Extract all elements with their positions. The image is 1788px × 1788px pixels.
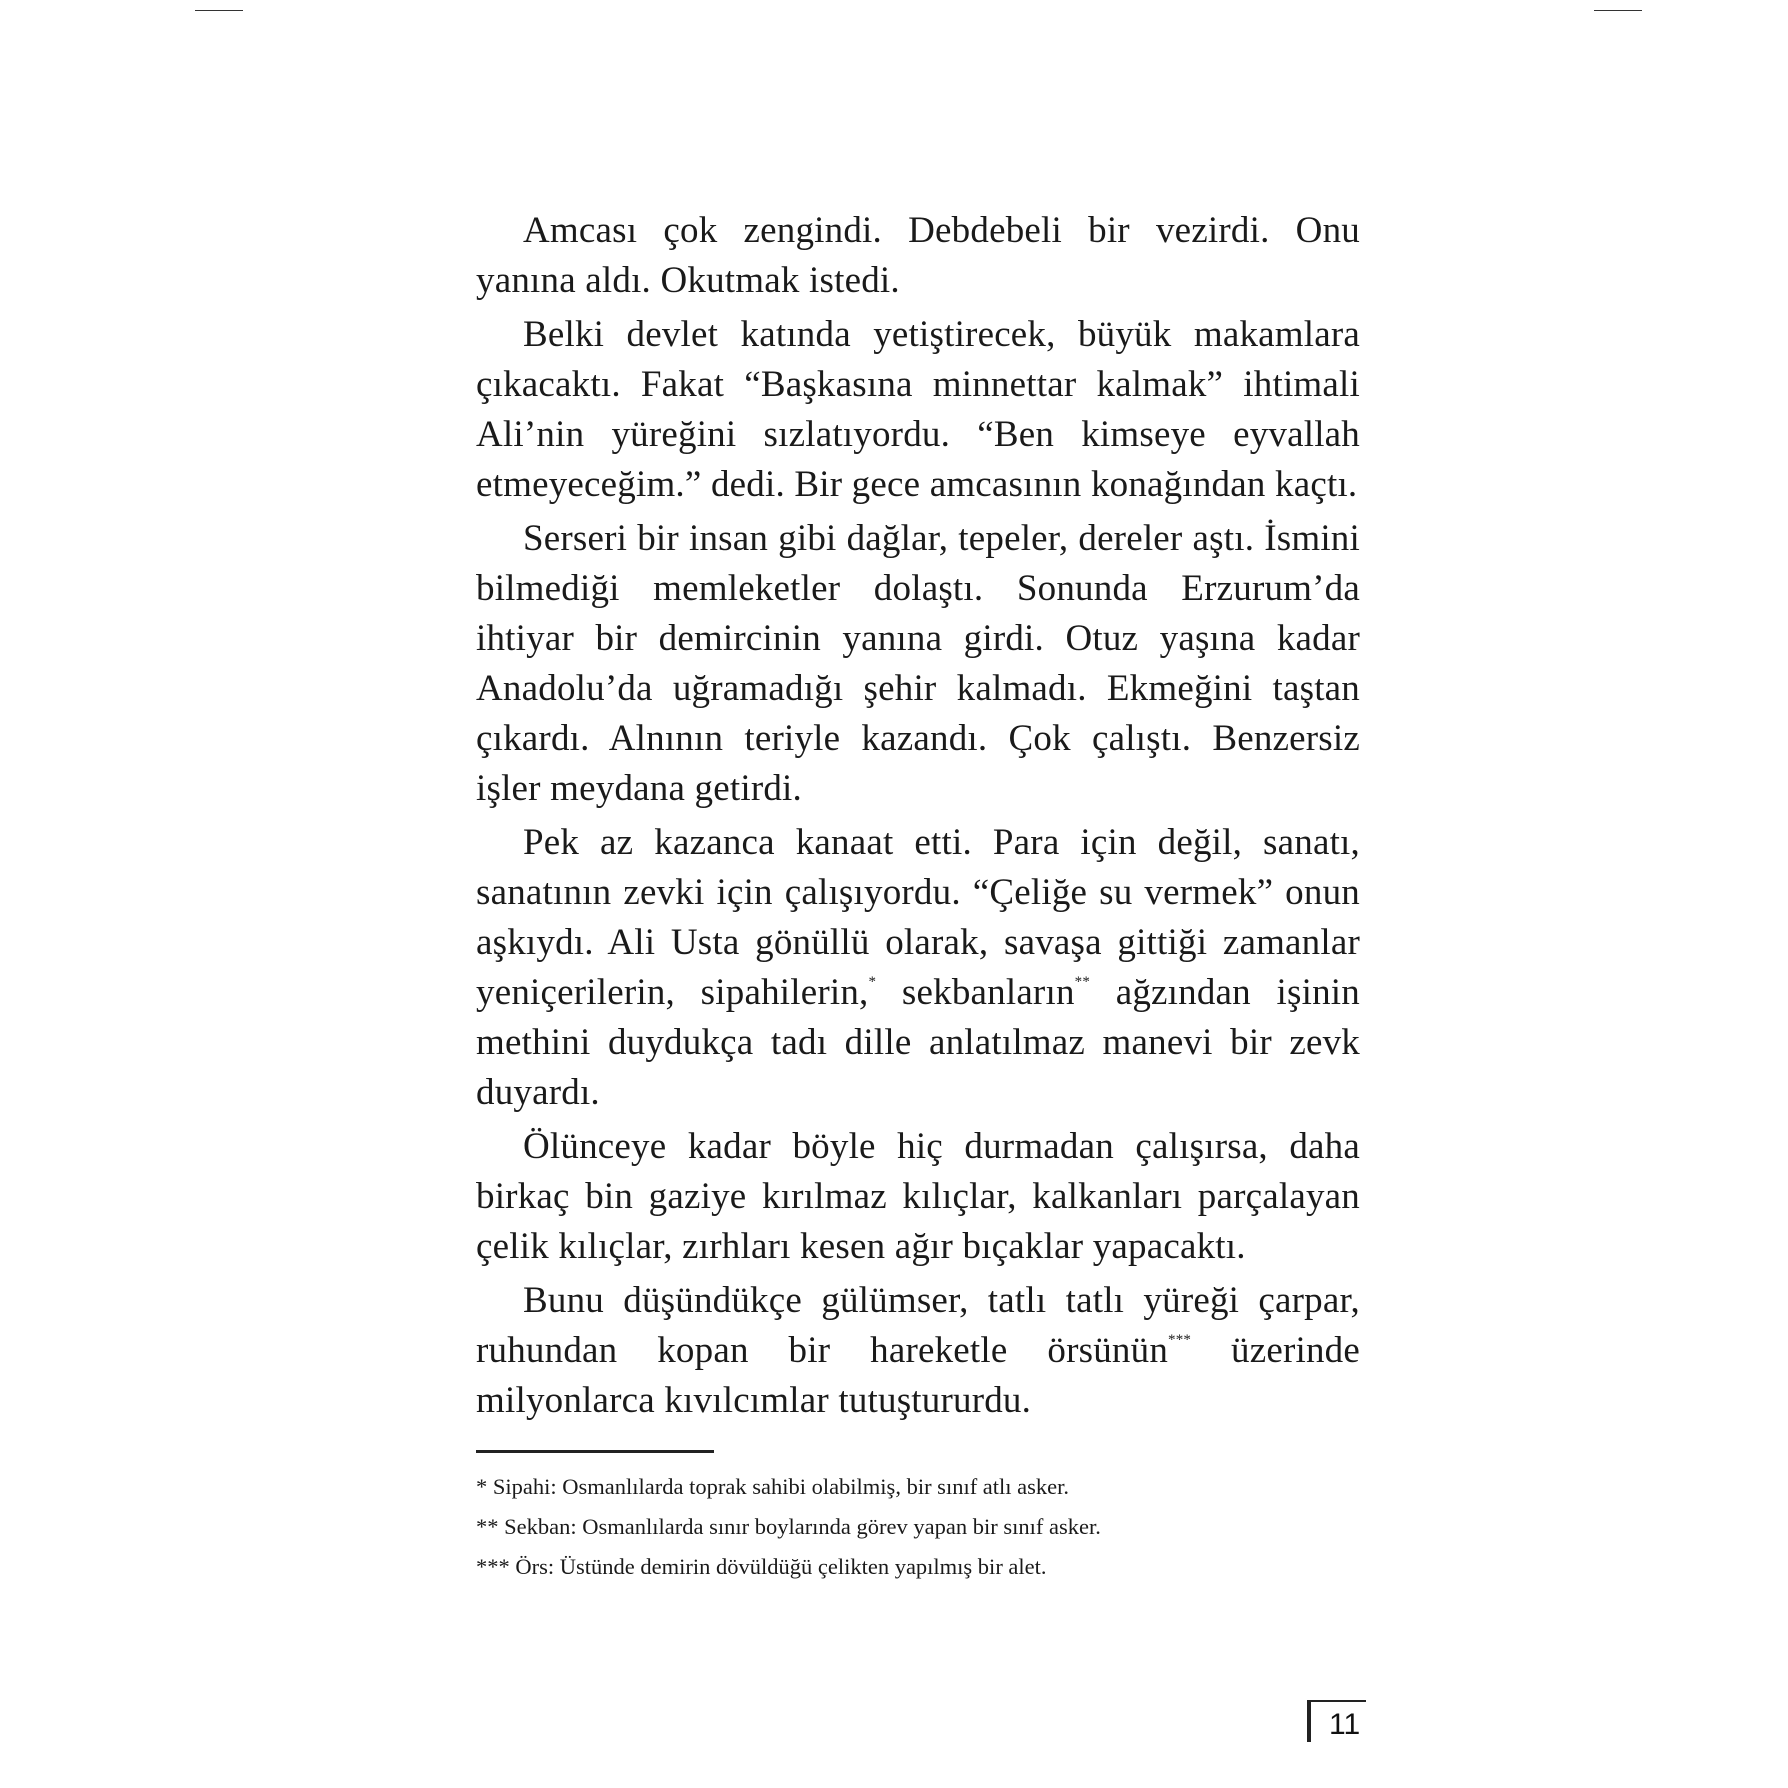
paragraph-6-part-1: Bunu düşündükçe gülümser, tatlı tatlı yüreği çarpar, ruhundan kopan bir hareketle örsünün xyxy=(476,1280,1360,1371)
paragraph-4 xyxy=(476,818,1360,1118)
paragraph-6-part-2: üzerinde milyonlarca kıvılcımlar tutuştururdu. xyxy=(476,1330,1360,1421)
crop-mark-right xyxy=(1594,10,1642,11)
footnote-3: *** Örs: Üstünde demirin dövüldüğü çelikten yapılmış bir alet. xyxy=(476,1554,1047,1579)
footnote-separator xyxy=(476,1450,714,1453)
footnote-marker-1: * xyxy=(868,974,877,990)
paragraph-3: Serseri bir insan gibi dağlar, tepeler, dereler aştı. İsmini bilmediği memleketler dolaştı. Sonunda Erzurum’da ihtiyar bir demircinin yanına girdi. Otuz yaşına kadar Anadolu’da uğramadığı şehir kalmadı. Ekmeğini taştan çıkardı. Alnının teriyle kazandı. Çok çalıştı. Benzersiz işler meydana getirdi. xyxy=(476,518,1360,809)
paragraph-6 xyxy=(476,1276,1360,1426)
body-text xyxy=(476,206,1360,1587)
crop-mark-left xyxy=(195,10,243,11)
page-number-frame xyxy=(1307,1700,1366,1742)
paragraph-5: Ölünceye kadar böyle hiç durmadan çalışırsa, daha birkaç bin gaziye kırılmaz kılıçlar, kalkanları parçalayan çelik kılıçlar, zırhları kesen ağır bıçaklar yapacaktı. xyxy=(476,1126,1360,1267)
paragraph-4-part-3: ağzından işinin methini duydukça tadı dille anlatılmaz manevi bir zevk duyardı. xyxy=(476,972,1360,1113)
footnote-2: ** Sekban: Osmanlılarda sınır boylarında görev yapan bir sınıf asker. xyxy=(476,1514,1101,1539)
footnote-marker-2: ** xyxy=(1074,974,1091,990)
page-number: 11 xyxy=(1329,1708,1361,1741)
paragraph-4-part-1: Pek az kazanca kanaat etti. Para için değil, sanatı, sanatının zevki için çalışıyordu. “Çeliğe su vermek” onun aşkıydı. Ali Usta gönüllü olarak, savaşa gittiği zamanlar yeniçerilerin, sipahilerin, xyxy=(476,822,1360,1013)
paragraph-2: Belki devlet katında yetiştirecek, büyük makamlara çıkacaktı. Fakat “Başkasına minnettar kalmak” ihtimali Ali’nin yüreğini sızlatıyordu. “Ben kimseye eyvallah etmeyeceğim.” dedi. Bir gece amcasının konağından kaçtı. xyxy=(476,314,1360,505)
paragraph-4-part-2: sekbanların xyxy=(876,972,1075,1013)
paragraph-1: Amcası çok zengindi. Debdebeli bir vezirdi. Onu yanına aldı. Okutmak istedi. xyxy=(476,210,1360,301)
footnote-1: * Sipahi: Osmanlılarda toprak sahibi olabilmiş, bir sınıf atlı asker. xyxy=(476,1474,1070,1499)
footnote-marker-3: *** xyxy=(1168,1332,1192,1348)
